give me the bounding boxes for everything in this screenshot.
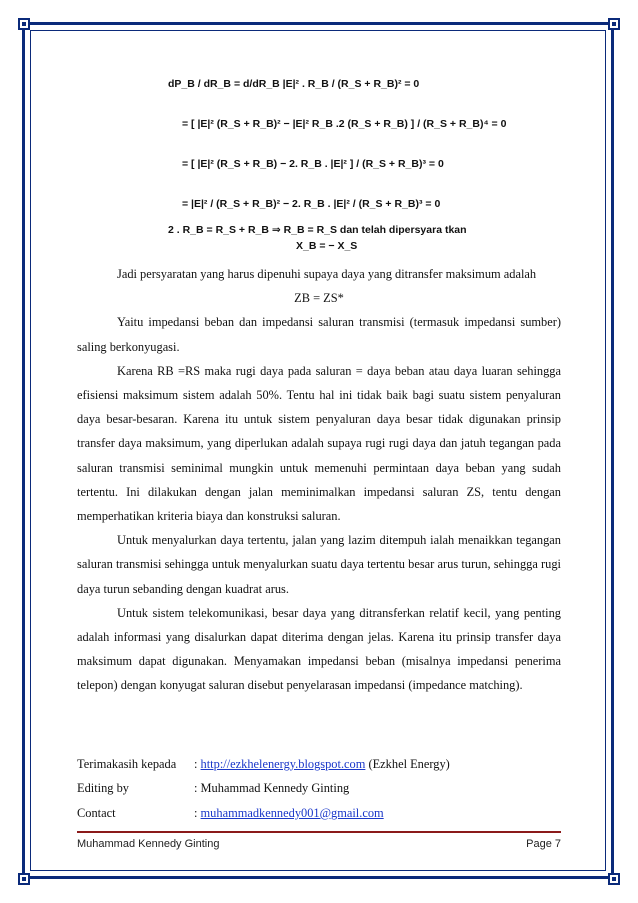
credit-contact [77,801,450,825]
corner-ornament-bottom-left [18,873,30,885]
equation-mid: = d/dR_B [233,78,280,90]
paragraph-5: Untuk sistem telekomunikasi, besar daya yang ditransferkan relatif kecil, yang penting adalah informasi yang disalurkan dapat diterima dengan jelas. Karena itu prinsip transfer daya maksimum dapat digunakan. Menyamakan impedansi beban (misalnya impedansi penerima telepon) dengan konyugat saluran disebut penyelarasan impedansi (impedance matching). [77,605,561,693]
corner-ornament-top-left [18,18,30,30]
paragraph-2: Yaitu impedansi beban dan impedansi saluran transmisi (termasuk impedansi sumber) saling berkonyugasi. [77,315,561,354]
equation-line-3: = [ |E|² (R_S + R_B) − 2. R_B . |E|² ] / (R_S + R_B)³ = 0 [182,158,444,170]
blog-link[interactable]: http://ezkhelenergy.blogspot.com [200,757,366,771]
credits-block [77,752,450,825]
equation-line-2: = [ |E|² (R_S + R_B)² − |E|² R_B .2 (R_S + R_B) ] / (R_S + R_B)⁴ = 0 [182,118,507,130]
body-text [77,262,561,698]
paragraph-4: Untuk menyalurkan daya tertentu, jalan yang lazim ditempuh ialah menaikkan tegangan saluran transmisi sehingga untuk menyalurkan suatu daya tertentu besar arus turun, sehingga rugi daya turun sebanding dengan kuadrat arus. [77,533,561,596]
credit-thanks-value: : http://ezkhelenergy.blogspot.com (Ezkhel Energy) [194,757,450,771]
equation-line-4: = |E|² / (R_S + R_B)² − 2. R_B . |E|² / (R_S + R_B)³ = 0 [182,198,441,210]
footer-author: Muhammad Kennedy Ginting [77,838,220,850]
corner-ornament-bottom-right [608,873,620,885]
email-link[interactable]: muhammadkennedy001@gmail.com [200,805,384,820]
page-number: Page 7 [526,838,561,850]
credit-thanks-label: Terimakasih kepada [77,757,177,771]
footer-divider [77,831,561,833]
impedance-condition: ZB = ZS* [294,291,344,306]
corner-ornament-top-right [608,18,620,30]
equation-line-5: 2 . R_B = R_S + R_B ⇒ R_B = R_S dan telah dipersyara tkan [168,224,467,236]
credit-contact-label: Contact [77,805,116,820]
credit-editing-label: Editing by [77,781,129,796]
page-footer [77,838,561,850]
credit-contact-value: : muhammadkennedy001@gmail.com [194,805,384,820]
equation-line-6: X_B = − X_S [296,240,358,252]
credit-editing [77,776,450,800]
equation-line-1 [168,78,419,90]
paragraph-1: Jadi persyaratan yang harus dipenuhi supaya daya yang ditransfer maksimum adalah [117,267,537,281]
equation-rhs: |E|² . R_B / (R_S + R_B)² = 0 [282,78,420,90]
credit-editing-value: : Muhammad Kennedy Ginting [194,781,350,796]
paragraph-3: Karena RB =RS maka rugi daya pada saluran = daya beban atau daya luaran sehingga efisiensi maksimum sistem adalah 50%. Tentu hal ini tidak baik bagi suatu sistem penyaluran daya besar-besaran. Karena itu untuk sistem penyaluran daya besar tidak digunakan prinsip transfer daya maksimum, yang diperlukan adalah supaya rugi rugi daya dan jatuh tegangan pada saluran transmisi seminimal mungkin untuk memenuhi permintaan daya beban yang sudah tertentu. Ini dilakukan dengan jalan meminimalkan impedansi saluran ZS, tentu dengan memperhatikan kriteria biaya dan konstruksi saluran. [77,363,561,524]
equation-lhs: dP_B / dR_B [168,78,232,90]
credit-thanks [77,752,450,776]
